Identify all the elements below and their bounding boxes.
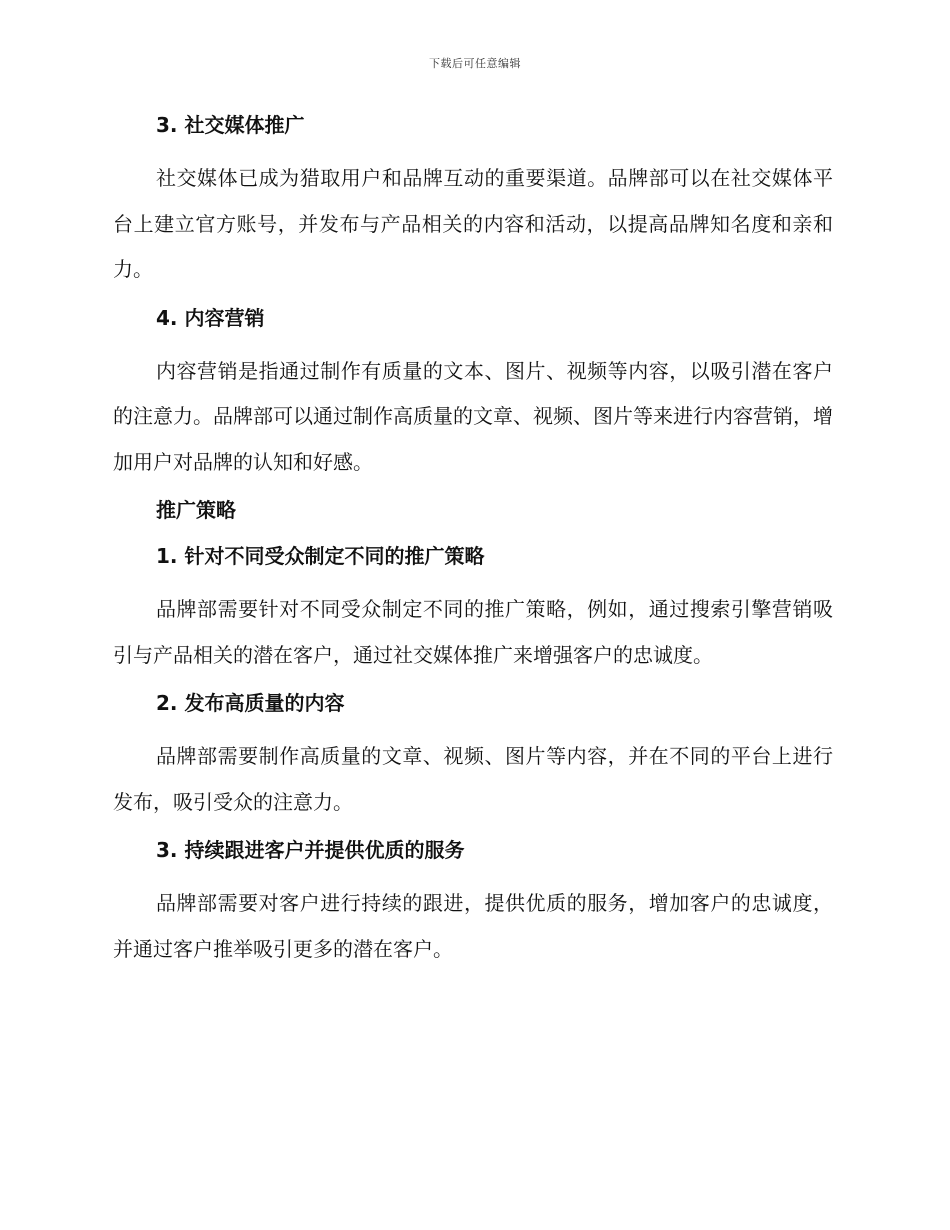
section-heading-customer-service: 3. 持续跟进客户并提供优质的服务 bbox=[156, 838, 465, 862]
section-heading-social-media: 3. 社交媒体推广 bbox=[156, 113, 305, 137]
section-heading-audience-strategy: 1. 针对不同受众制定不同的推广策略 bbox=[156, 544, 485, 568]
page-header: 下载后可任意编辑 bbox=[429, 57, 521, 70]
paragraph-audience-strategy: 品牌部需要针对不同受众制定不同的推广策略，例如，通过搜索引擎营销吸引与产品相关的潜在客户，通过社交媒体推广来增强客户的忠诚度。 bbox=[113, 597, 833, 667]
paragraph-social-media: 社交媒体已成为猎取用户和品牌互动的重要渠道。品牌部可以在社交媒体平台上建立官方账号，并发布与产品相关的内容和活动，以提高品牌知名度和亲和力。 bbox=[113, 166, 833, 281]
document-body bbox=[113, 110, 833, 982]
paragraph-quality-content: 品牌部需要制作高质量的文章、视频、图片等内容，并在不同的平台上进行发布，吸引受众的注意力。 bbox=[113, 744, 833, 814]
section-heading-content-marketing: 4. 内容营销 bbox=[156, 305, 265, 330]
section-heading-quality-content: 2. 发布高质量的内容 bbox=[156, 691, 345, 715]
paragraph-content-marketing: 内容营销是指通过制作有质量的文本、图片、视频等内容，以吸引潜在客户的注意力。品牌部可以通过制作高质量的文章、视频、图片等来进行内容营销，增加用户对品牌的认知和好感。 bbox=[113, 358, 833, 474]
section-heading-strategy: 推广策略 bbox=[156, 498, 236, 522]
paragraph-customer-service: 品牌部需要对客户进行持续的跟进，提供优质的服务，增加客户的忠诚度，并通过客户推举吸引更多的潜在客户。 bbox=[113, 891, 833, 961]
